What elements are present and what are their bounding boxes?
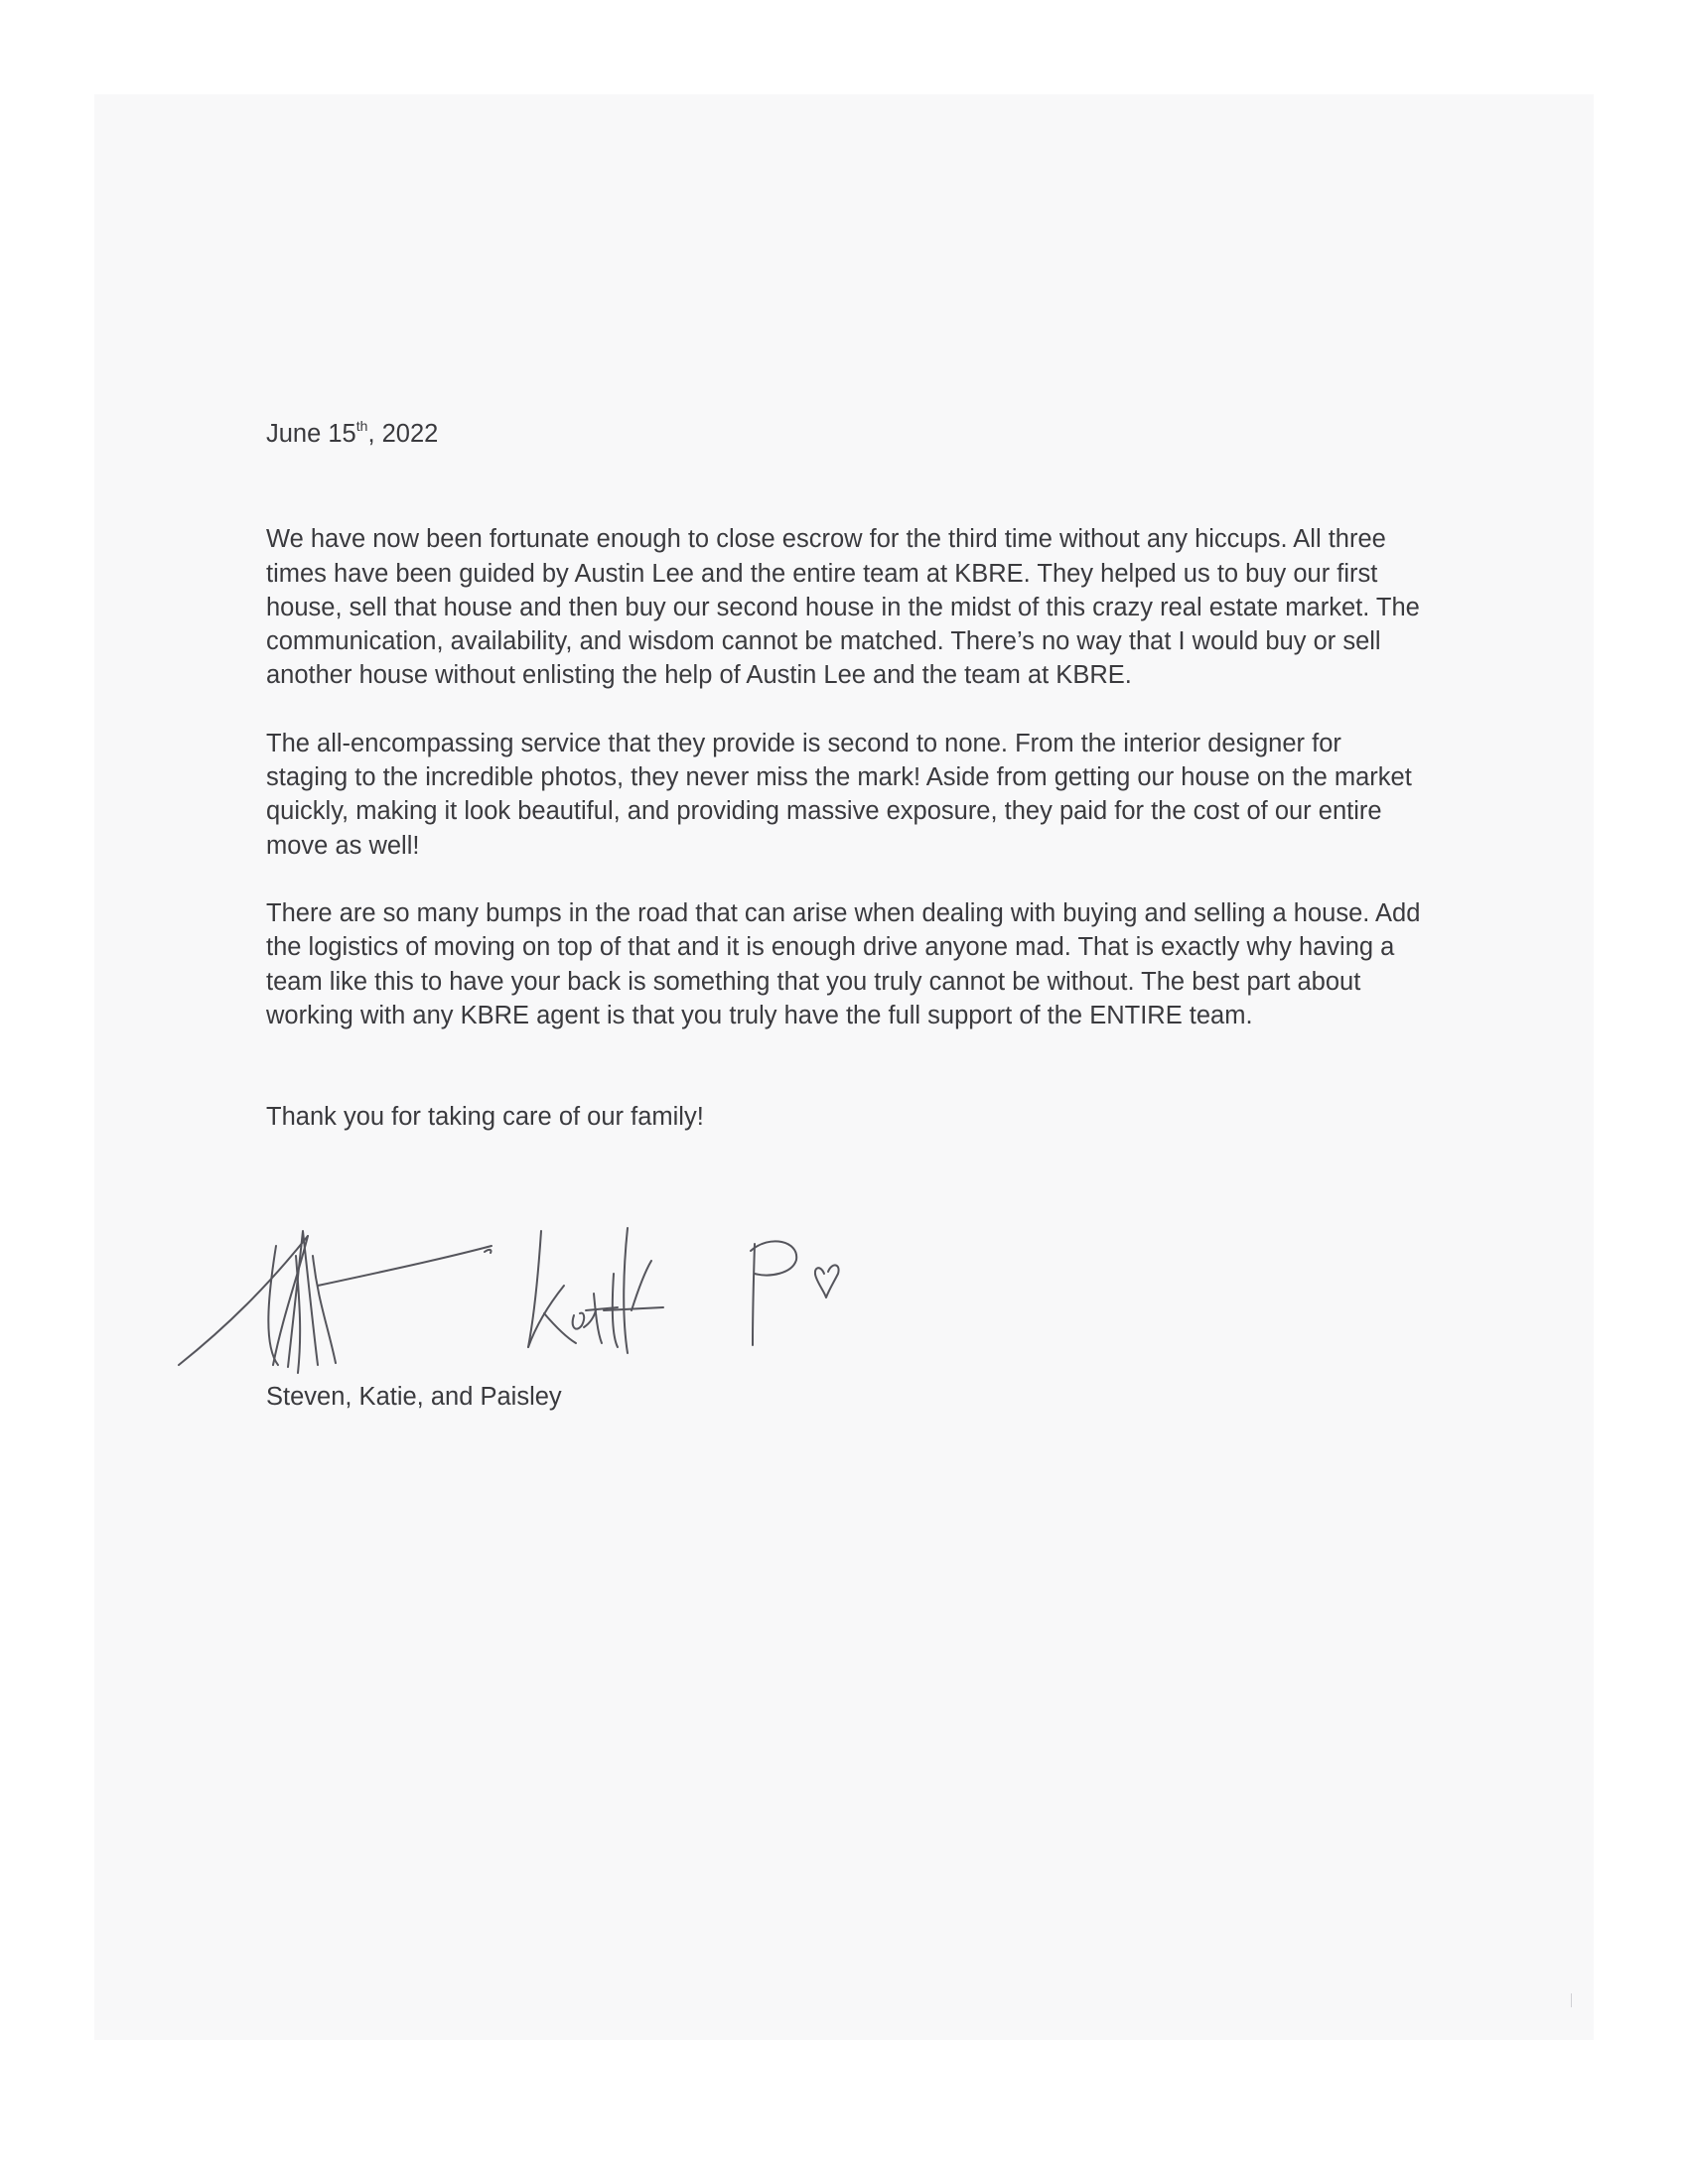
signature-steven [179, 1231, 492, 1373]
letter-date [266, 417, 1423, 451]
paragraph-1: We have now been fortunate enough to close escrow for the third time without any hiccups. All three times have been guided by Austin Lee and the entire team at KBRE. They helped us to buy our first house, sell that house and then buy our second house in the midst of this crazy real estate market. The communication, availability, and wisdom cannot be matched. There’s no way that I would buy or sell another house without enlisting the help of Austin Lee and the team at KBRE. [266, 525, 1420, 690]
signature-paisley [751, 1241, 839, 1345]
closing-line: Thank you for taking care of our family! [266, 1103, 704, 1132]
date-year: , 2022 [367, 420, 439, 448]
paragraph-2: The all-encompassing service that they provide is second to none. From the interior designer for staging to the incredible photos, they never miss the mark! Aside from getting our house on the market quickly, making it look beautiful, and providing massive exposure, they paid for the cost of our entire move as well! [266, 729, 1412, 860]
letter-body [266, 417, 1423, 1134]
signers-names: Steven, Katie, and Paisley [266, 1383, 562, 1411]
signatures [169, 1216, 963, 1390]
scan-edge-mark [1571, 1993, 1572, 2007]
signature-katie [528, 1228, 663, 1353]
handwritten-signatures [169, 1216, 963, 1390]
date-month-day: June 15 [266, 420, 356, 448]
date-ordinal-suffix: th [355, 417, 368, 434]
paragraph-3: There are so many bumps in the road that can arise when dealing with buying and selling a house. Add the logistics of moving on top of that and it is enough drive anyone mad. That is exactly why having a team like this to have your back is something that you truly cannot be without. The best part about working with any KBRE agent is that you truly have the full support of the ENTIRE team. [266, 898, 1421, 1029]
